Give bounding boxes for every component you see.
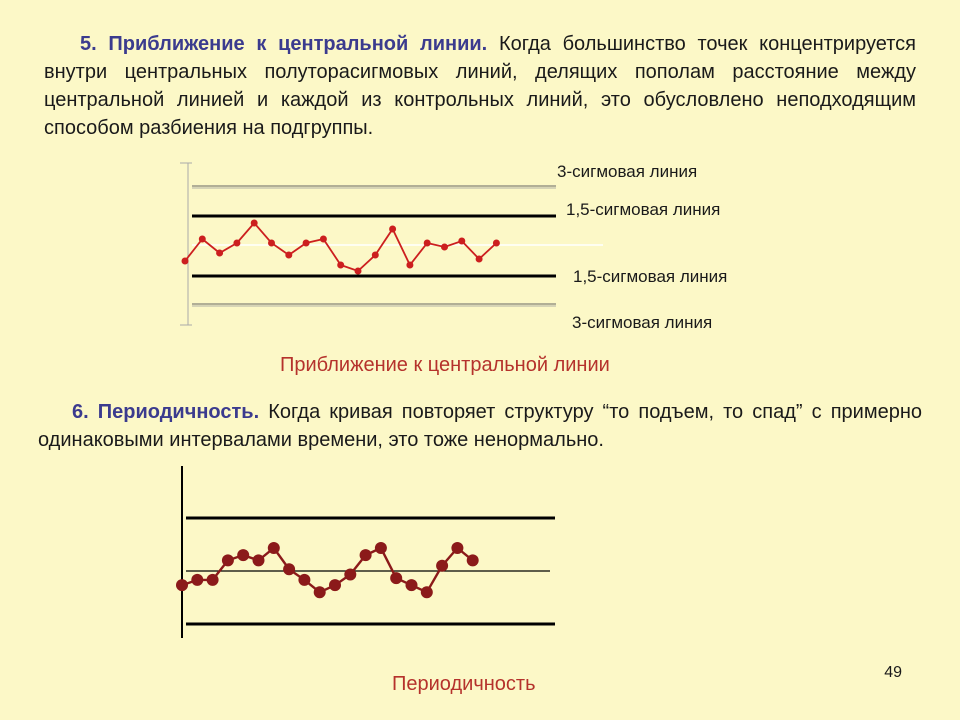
section5-text: Когда большинство точек концентрируется внутри центральных полуторасигмовых линий, делящих пополам расстояние между центральной линией и каждой из контрольных линий, это обусловлено неподходящим способом разбиения на подгруппы. [44,33,916,139]
chart2-caption: Периодичность [392,673,536,695]
chart2-point-6 [253,554,265,566]
chart2-point-15 [390,572,402,584]
chart2-point-8 [283,563,295,575]
label-lower-15sigma: 1,5-сигмовая линия [573,267,728,286]
chart2-point-5 [237,549,249,561]
chart2-point-1 [176,579,188,591]
page-number: 49 [884,664,902,681]
chart2-point-2 [191,574,203,586]
chart2-point-9 [298,574,310,586]
section6-heading: 6. Периодичность. [72,401,260,423]
chart2-point-3 [207,574,219,586]
chart2-point-12 [344,569,356,581]
section6-text: Когда кривая повторяет структуру “то подъем, то спад” с примерно одинаковыми интервалами времени, это тоже ненормально. [38,401,922,451]
chart2-point-4 [222,554,234,566]
chart2-point-14 [375,542,387,554]
label-upper-15sigma: 1,5-сигмовая линия [566,200,721,219]
section5-heading: 5. Приближение к центральной линии. [80,33,488,55]
chart2-point-10 [314,586,326,598]
label-upper-3sigma: 3-сигмовая линия [557,162,698,181]
chart2-series-line [182,548,473,592]
chart2-point-13 [360,549,372,561]
chart2-point-20 [467,554,479,566]
chart2-point-19 [451,542,463,554]
chart2-point-18 [436,560,448,572]
label-lower-3sigma: 3-сигмовая линия [572,313,713,332]
chart2-point-7 [268,542,280,554]
chart1-caption: Приближение к центральной линии [280,354,610,376]
chart2-point-11 [329,579,341,591]
chart2-point-17 [421,586,433,598]
chart2-point-16 [406,579,418,591]
